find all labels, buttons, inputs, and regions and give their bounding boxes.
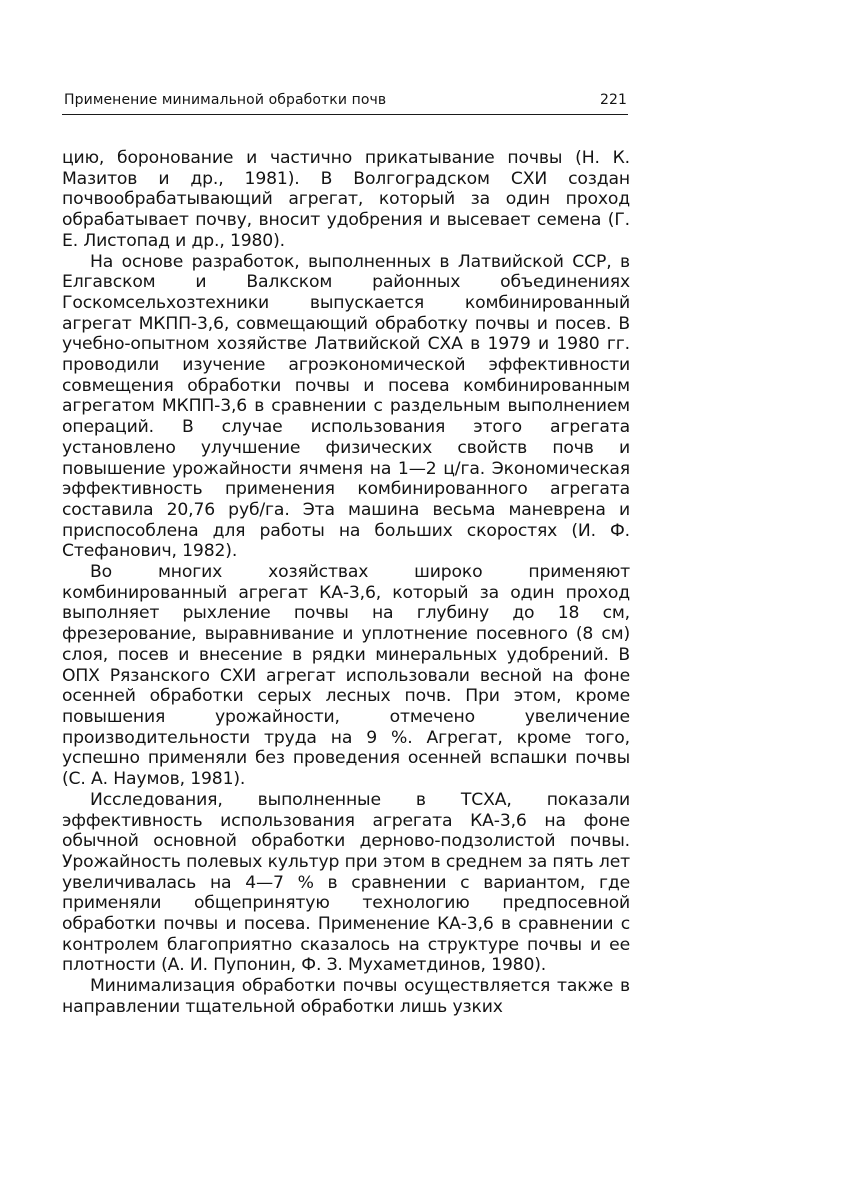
- paragraph-tsha: Исследования, выполненные в ТСХА, показали эффективность использования агрегата КА-3,6 на фоне обычной основной обработки дерново-подзолистой почвы. Урожайность полевых культур при этом в среднем за пять лет увеличивалась на 4—7 % в сравнении с вариантом, где применяли общепринятую технологию предпосевной обработки почвы и посева. Применение КА-3,6 в сравнении с контролем благоприятно сказалось на структуре почвы и ее плотности (А. И. Пупонин, Ф. З. Мухаметдинов, 1980).: [62, 789, 630, 976]
- body-text: [62, 148, 630, 1018]
- header-rule: [62, 114, 628, 115]
- paragraph-ka: Во многих хозяйствах широко применяют комбинированный агрегат КА-3,6, который за один проход выполняет рыхление почвы на глубину до 18 см, фрезерование, выравнивание и уплотнение посевного (8 см) слоя, посев и внесение в рядки минеральных удобрений. В ОПХ Рязанского СХИ агрегат использовали весной на фоне осенней обработки серых лесных почв. При этом, кроме повышения урожайности, отмечено увеличение производительности труда на 9 %. Агрегат, кроме того, успешно применяли без проведения осенней вспашки почвы (С. А. Наумов, 1981).: [62, 562, 630, 790]
- paragraph-continuation: цию, боронование и частично прикатывание почвы (Н. К. Мазитов и др., 1981). В Волгоградском СХИ создан почвообрабатывающий агрегат, который за один проход обрабатывает почву, вносит удобрения и высевает семена (Г. Е. Листопад и др., 1980).: [62, 148, 630, 251]
- running-head: [62, 92, 630, 114]
- paragraph-minimization: Минимализация обработки почвы осуществляется также в направлении тщательной обработки лишь узких: [62, 976, 630, 1017]
- paragraph-mkpp: На основе разработок, выполненных в Латвийской ССР, в Елгавском и Валкском районных объединениях Госкомсельхозтехники выпускается комбинированный агрегат МКПП-3,6, совмещающий обработку почвы и посев. В учебно-опытном хозяйстве Латвийской СХА в 1979 и 1980 гг. проводили изучение агроэкономической эффективности совмещения обработки почвы и посева комбинированным агрегатом МКПП-3,6 в сравнении с раздельным выполнением операций. В случае использования этого агрегата установлено улучшение физических свойств почв и повышение урожайности ячменя на 1—2 ц/га. Экономическая эффективность применения комбинированного агрегата составила 20,76 руб/га. Эта машина весьма маневрена и приспособлена для работы на больших скоростях (И. Ф. Стефанович, 1982).: [62, 251, 630, 562]
- book-page: [62, 92, 630, 1018]
- running-title: Применение минимальной обработки почв: [64, 92, 387, 108]
- page-number: 221: [599, 92, 627, 108]
